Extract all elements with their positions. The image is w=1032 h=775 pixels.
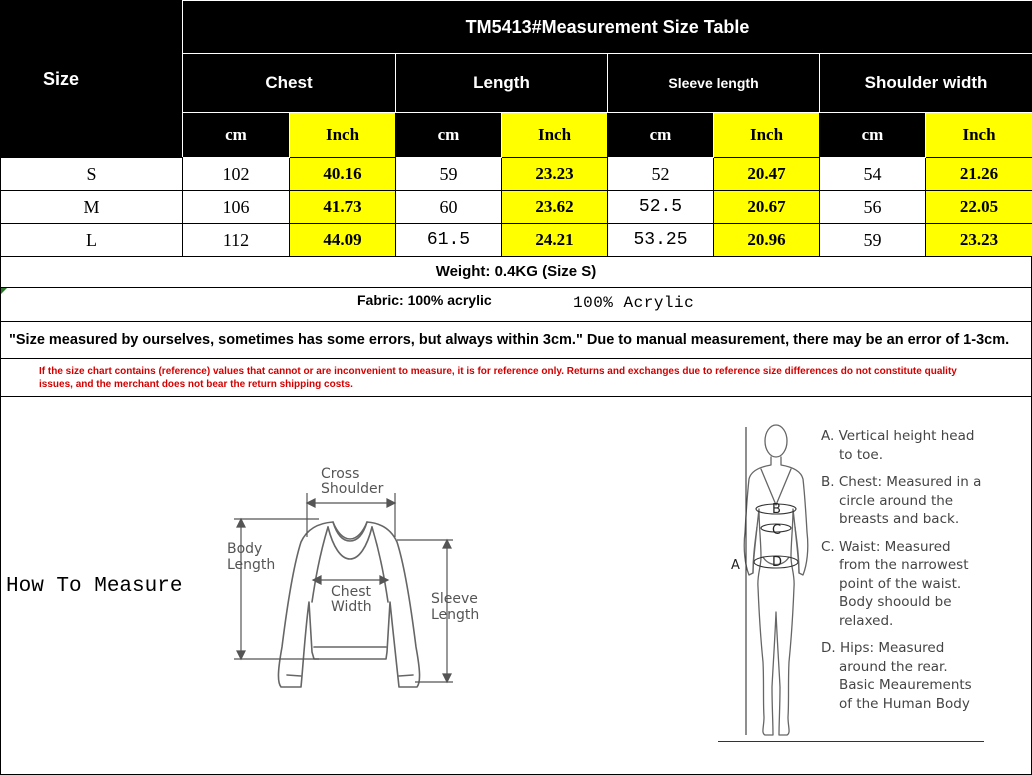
size-label: S	[1, 158, 183, 191]
arm-left	[753, 527, 757, 573]
sleeve-inch: 20.47	[714, 158, 820, 191]
size-label: L	[1, 224, 183, 257]
note-d-line: around the rear.	[839, 658, 948, 675]
length-cm: 61.5	[396, 224, 502, 257]
head	[765, 425, 787, 457]
length-inch: 24.21	[502, 224, 608, 257]
label-body: Body	[227, 541, 263, 557]
unit-inch: Inch	[290, 113, 396, 158]
letter-d: D	[772, 555, 783, 570]
disclaimer	[0, 359, 1032, 397]
label-chest-width: Width	[331, 599, 372, 615]
shoulder-inch: 23.23	[926, 224, 1032, 257]
note-a-line: to toe.	[839, 446, 883, 463]
note-d-line: of the Human Body	[839, 695, 970, 712]
unit-cm: cm	[183, 113, 290, 158]
note-c-line: C. Waist: Measured	[821, 538, 951, 555]
unit-inch: Inch	[714, 113, 820, 158]
size-header: Size	[1, 1, 183, 158]
note-d-line: D. Hips: Measured	[821, 640, 945, 656]
group-chest: Chest	[183, 54, 396, 113]
note-c-line: point of the waist.	[839, 575, 962, 592]
measurement-note: "Size measured by ourselves, sometimes has some errors, but always within 3cm." Due to manual measurement, there may be an error of 1-3cm.	[0, 322, 1032, 359]
length-inch: 23.62	[502, 191, 608, 224]
shoulder-cm: 59	[820, 224, 926, 257]
fabric-text: Fabric: 100% acrylic	[357, 292, 492, 308]
note-c-line: relaxed.	[839, 612, 894, 629]
fabric-line	[0, 288, 1032, 322]
note-b-line: B. Chest: Measured in a	[821, 474, 982, 490]
cuff-rib	[287, 675, 413, 676]
arm-right	[795, 527, 799, 573]
body-outline	[744, 457, 808, 735]
raglan-seam-right	[372, 527, 388, 602]
body-diagram	[744, 425, 808, 735]
how-to-measure-title: How To Measure	[6, 575, 183, 598]
unit-cm: cm	[608, 113, 714, 158]
letter-b: B	[772, 502, 781, 517]
letter-a: A	[731, 558, 740, 573]
label-body-length: Length	[227, 557, 276, 573]
raglan-seam-left	[312, 527, 328, 602]
table-row	[1, 158, 1032, 191]
note-b-line: breasts and back.	[839, 511, 960, 527]
chest-cm: 112	[183, 224, 290, 257]
shoulder-inch: 22.05	[926, 191, 1032, 224]
label-cross: Cross	[321, 466, 360, 482]
note-b	[821, 473, 1021, 529]
unit-cm: cm	[820, 113, 926, 158]
note-a	[821, 427, 1021, 464]
chest-cm: 106	[183, 191, 290, 224]
group-shoulder-width: Shoulder width	[820, 54, 1032, 113]
neckline	[761, 469, 791, 505]
body-measure-notes	[821, 427, 1021, 722]
group-sleeve-length: Sleeve length	[608, 54, 820, 113]
note-c-line: from the narrowest	[839, 557, 969, 573]
note-c	[821, 538, 1021, 631]
label-shoulder: Shoulder	[321, 481, 384, 497]
corner-mark	[1, 288, 7, 294]
note-a-line: A. Vertical height head	[821, 428, 975, 444]
unit-inch: Inch	[502, 113, 608, 158]
label-sleeve-length: Length	[431, 607, 480, 623]
length-cm: 59	[396, 158, 502, 191]
chest-cm: 102	[183, 158, 290, 191]
unit-inch: Inch	[926, 113, 1032, 158]
label-chest: Chest	[331, 584, 372, 600]
note-d-line: Basic Meaurements	[839, 677, 972, 693]
shoulder-cm: 56	[820, 191, 926, 224]
note-c-line: Body shoould be	[839, 594, 952, 610]
note-d	[821, 639, 1021, 713]
sleeve-cm: 53.25	[608, 224, 714, 257]
length-cm: 60	[396, 191, 502, 224]
chest-inch: 40.16	[290, 158, 396, 191]
shoulder-cm: 54	[820, 158, 926, 191]
how-to-measure-section	[0, 397, 1032, 775]
table-row	[1, 191, 1032, 224]
disclaimer-text: If the size chart contains (reference) values that cannot or are inconvenient to measure, it is for reference only. Returns and exchanges due to reference size differences do not constitute quality issues, and the merchant does not bear the return shipping costs.	[39, 366, 957, 390]
note-b-line: circle around the	[839, 492, 954, 509]
unit-cm: cm	[396, 113, 502, 158]
sweater-neckline	[328, 527, 372, 559]
sleeve-inch: 20.67	[714, 191, 820, 224]
chest-inch: 41.73	[290, 191, 396, 224]
fabric-text-en: 100% Acrylic	[573, 294, 695, 312]
letter-c: C	[772, 523, 782, 538]
weight-line: Weight: 0.4KG (Size S)	[0, 256, 1032, 288]
chest-inch: 44.09	[290, 224, 396, 257]
sleeve-inch: 20.96	[714, 224, 820, 257]
length-inch: 23.23	[502, 158, 608, 191]
table-row	[1, 224, 1032, 257]
body-diagram-baseline	[718, 741, 984, 742]
table-title: TM5413#Measurement Size Table	[183, 1, 1032, 54]
size-label: M	[1, 191, 183, 224]
shoulder-inch: 21.26	[926, 158, 1032, 191]
group-length: Length	[396, 54, 608, 113]
sleeve-cm: 52	[608, 158, 714, 191]
size-table	[0, 0, 1032, 257]
sleeve-cm: 52.5	[608, 191, 714, 224]
label-sleeve: Sleeve	[431, 591, 478, 607]
